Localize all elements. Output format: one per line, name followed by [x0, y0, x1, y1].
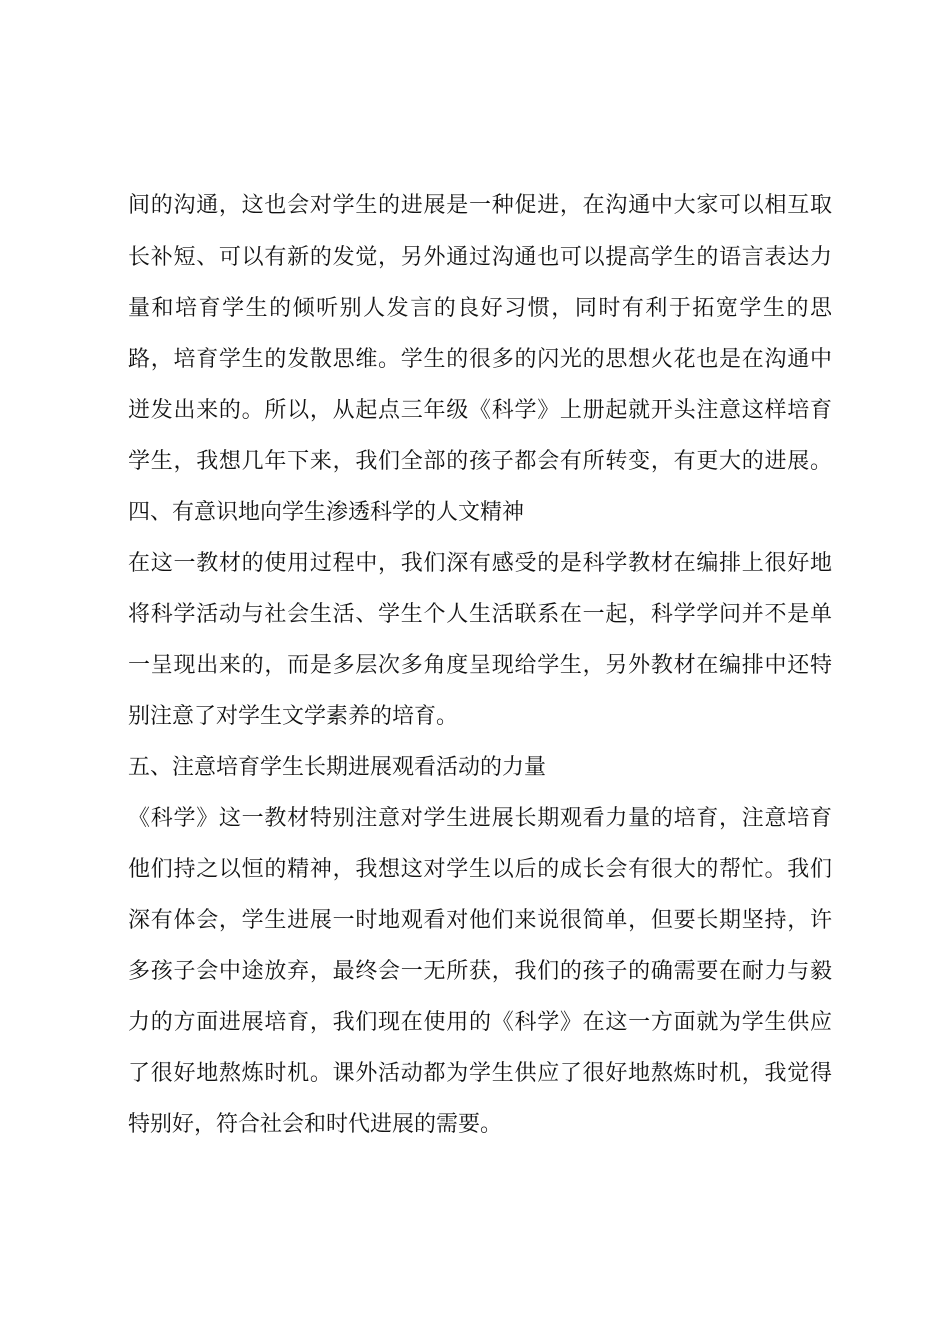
paragraph-line: 力的方面进展培育，我们现在使用的《科学》在这一方面就为学生供应: [128, 1010, 832, 1035]
paragraph-line: 了很好地熬炼时机。课外活动都为学生供应了很好地熬炼时机，我觉得: [128, 1061, 832, 1086]
document-page: [128, 0, 848, 1344]
paragraph-line: 学生，我想几年下来，我们全部的孩子都会有所转变，有更大的进展。: [128, 449, 832, 474]
paragraph-line: 量和培育学生的倾听别人发言的良好习惯，同时有利于拓宽学生的思: [128, 296, 832, 321]
section-heading: 五、注意培育学生长期进展观看活动的力量: [128, 755, 547, 780]
paragraph-line: 一呈现出来的，而是多层次多角度呈现给学生，另外教材在编排中还特: [128, 653, 832, 678]
paragraph-line: 路，培育学生的发散思维。学生的很多的闪光的思想火花也是在沟通中: [128, 347, 832, 372]
paragraph-line: 深有体会，学生进展一时地观看对他们来说很简单，但要长期坚持，许: [128, 908, 832, 933]
paragraph-line: 他们持之以恒的精神，我想这对学生以后的成长会有很大的帮忙。我们: [128, 857, 832, 882]
paragraph-line: 将科学活动与社会生活、学生个人生活联系在一起，科学学问并不是单: [128, 602, 832, 627]
paragraph-line: 多孩子会中途放弃，最终会一无所获，我们的孩子的确需要在耐力与毅: [128, 959, 832, 984]
paragraph-line: 特别好，符合社会和时代进展的需要。: [128, 1112, 503, 1137]
section-heading: 四、有意识地向学生渗透科学的人文精神: [128, 500, 525, 525]
paragraph-line: 间的沟通，这也会对学生的进展是一种促进，在沟通中大家可以相互取: [128, 193, 832, 218]
paragraph-line: 长补短、可以有新的发觉，另外通过沟通也可以提高学生的语言表达力: [128, 245, 832, 270]
paragraph-line: 《科学》这一教材特别注意对学生进展长期观看力量的培育，注意培育: [128, 806, 832, 831]
paragraph-line: 别注意了对学生文学素养的培育。: [128, 704, 459, 729]
paragraph-line: 迸发出来的。所以，从起点三年级《科学》上册起就开头注意这样培育: [128, 398, 832, 423]
paragraph-line: 在这一教材的使用过程中，我们深有感受的是科学教材在编排上很好地: [128, 551, 832, 576]
